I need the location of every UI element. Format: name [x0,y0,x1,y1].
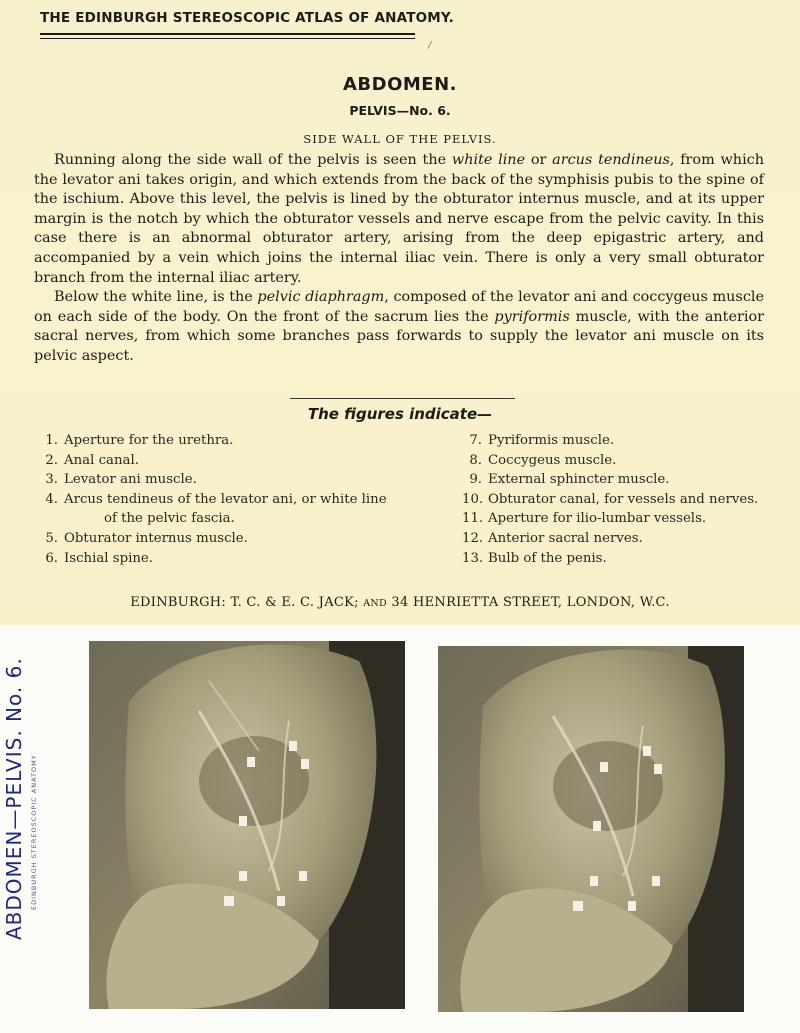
legend-item-continuation: of the pelvic fascia. [104,511,235,527]
paragraph-2: Below the white line, is the pelvic diaphragm, composed of the levator ani and coccygeus muscle on each side of the body. On the front of the sacrum lies the pyriformis muscle, with the anterior sacral nerves, from which some branches pass forwards to supply the levator ani muscle on its pelvic aspect. [34,289,765,364]
legend-item: 13. Bulb of the penis. [462,550,607,566]
side-label-title: ABDOMEN—PELVIS. No. 6. [2,657,26,940]
pencil-mark: / [427,39,433,52]
description-body [34,151,764,367]
header-rule-thin [40,38,415,39]
legend-item: 8. Coccygeus muscle. [469,452,617,468]
legend-item: 3. Levator ani muscle. [45,472,197,488]
legend-item: 7. Pyriformis muscle. [469,433,615,448]
legend-item: 2. Anal canal. [45,452,139,468]
side-label-atlas: EDINBURGH STEREOSCOPIC ANATOMY [30,754,38,910]
legend-item: 11. Aperture for ilio-lumbar vessels. [462,511,707,527]
legend-right [462,431,792,568]
legend-left [38,431,438,568]
legend-item: 6. Ischial spine. [45,550,153,566]
stereo-photo-right [438,646,744,1012]
legend-item: 4. Arcus tendineus of the levator ani, or white line [45,491,387,507]
legend-item: 12. Anterior sacral nerves. [462,530,643,546]
atlas-header: THE EDINBURGH STEREOSCOPIC ATLAS OF ANATOMY. [40,10,454,26]
paragraph-1: Running along the side wall of the pelvis is seen the white line or arcus tendineus, from which the levator ani takes origin, and which extends from the back of the symphisis pubis to the spine of the ischium. Above this level, the pelvis is lined by the obturator internus muscle, and at its upper margin is the notch by which the obturator vessels and nerve escape from the pelvic cavity. In this case there is an abnormal obturator artery, arising from the deep epigastric artery, and accompanied by a vein which joins the internal iliac vein. There is only a very small obturator branch from the internal iliac artery. [34,152,765,286]
page-subtitle: PELVIS—No. 6. [349,103,451,118]
legend-item: 5. Obturator internus muscle. [45,530,248,546]
page-title: ABDOMEN. [342,74,457,95]
legend-item: 10. Obturator canal, for vessels and nerves. [462,491,759,507]
legend-item: 1. Aperture for the urethra. [45,433,234,448]
stereo-photo-left [89,641,405,1009]
publisher-footer: EDINBURGH: T. C. & E. C. JACK; AND 34 HENRIETTA STREET, LONDON, W.C. [130,595,670,610]
header-rule [40,33,415,35]
legend-item: 9. External sphincter muscle. [469,472,670,488]
section-divider [290,398,515,399]
section-heading: SIDE WALL OF THE PELVIS. [303,132,497,146]
figures-heading: The figures indicate— [307,405,493,423]
